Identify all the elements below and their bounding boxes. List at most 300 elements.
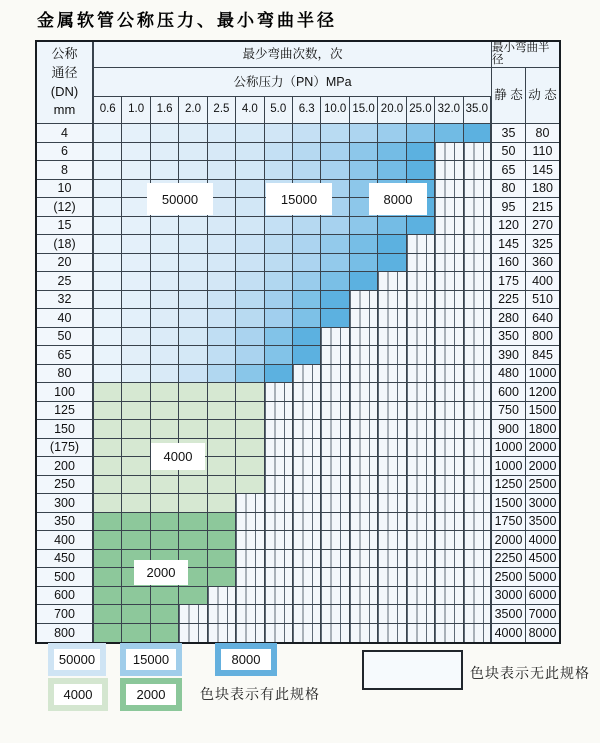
header-pressure-value: 1.0 xyxy=(122,97,150,124)
header-dn-line: 通径 xyxy=(51,64,78,80)
pressure-cell xyxy=(208,420,236,439)
dynamic-radius-value: 110 xyxy=(526,143,559,162)
legend-swatch-8000 xyxy=(215,643,277,676)
pressure-cell xyxy=(236,272,264,291)
pressure-cell xyxy=(265,161,293,180)
pressure-cell xyxy=(378,217,406,236)
pressure-cell xyxy=(464,124,492,143)
pressure-cell xyxy=(265,439,293,458)
row-dn-label: 25 xyxy=(37,272,94,291)
pressure-cell xyxy=(293,513,321,532)
pressure-cell xyxy=(293,309,321,328)
static-radius-value: 80 xyxy=(492,180,526,199)
pressure-cell xyxy=(350,550,378,569)
pressure-cell xyxy=(407,254,435,273)
pressure-cell xyxy=(208,550,236,569)
header-dn xyxy=(37,42,94,124)
pressure-cell xyxy=(179,291,207,310)
pressure-cell xyxy=(179,143,207,162)
pressure-cell xyxy=(236,513,264,532)
pressure-cell xyxy=(265,494,293,513)
pressure-cell xyxy=(293,161,321,180)
dynamic-radius-value: 400 xyxy=(526,272,559,291)
pressure-cell xyxy=(208,457,236,476)
static-radius-value: 175 xyxy=(492,272,526,291)
pressure-cell xyxy=(122,217,150,236)
pressure-cell xyxy=(94,402,122,421)
pressure-cell xyxy=(350,309,378,328)
pressure-cell xyxy=(265,254,293,273)
header-dn-line: 公称 xyxy=(51,45,78,61)
pressure-cell xyxy=(435,291,463,310)
pressure-cell xyxy=(265,476,293,495)
pressure-cell xyxy=(350,420,378,439)
pressure-cell xyxy=(407,476,435,495)
pressure-cell xyxy=(321,587,349,606)
pressure-cell xyxy=(407,143,435,162)
static-radius-value: 95 xyxy=(492,198,526,217)
dynamic-radius-value: 510 xyxy=(526,291,559,310)
pressure-cell xyxy=(208,568,236,587)
dynamic-radius-value: 845 xyxy=(526,346,559,365)
pressure-cell xyxy=(464,531,492,550)
pressure-cell xyxy=(151,624,179,643)
legend-swatch-15000 xyxy=(120,643,182,676)
legend-nospec-swatch xyxy=(362,650,463,690)
pressure-cell xyxy=(435,309,463,328)
header-bend-cycles: 最少弯曲次数，次 xyxy=(94,42,492,68)
pressure-cell xyxy=(378,439,406,458)
pressure-cell xyxy=(350,217,378,236)
pressure-cell xyxy=(265,328,293,347)
pressure-cell xyxy=(407,513,435,532)
pressure-cell xyxy=(293,254,321,273)
dynamic-radius-value: 6000 xyxy=(526,587,559,606)
pressure-cell xyxy=(265,217,293,236)
pressure-cell xyxy=(464,235,492,254)
pressure-cell xyxy=(293,531,321,550)
pressure-cell xyxy=(236,476,264,495)
pressure-cell xyxy=(464,624,492,643)
pressure-cell xyxy=(321,605,349,624)
legend-swatch-label: 50000 xyxy=(54,649,100,670)
pressure-cell xyxy=(464,550,492,569)
pressure-cell xyxy=(378,476,406,495)
legend-swatch-label: 8000 xyxy=(221,649,271,670)
pressure-cell xyxy=(464,439,492,458)
pressure-cell xyxy=(293,457,321,476)
pressure-cell xyxy=(94,587,122,606)
pressure-cell xyxy=(265,550,293,569)
pressure-cell xyxy=(122,587,150,606)
dynamic-radius-value: 1500 xyxy=(526,402,559,421)
pressure-cell xyxy=(179,235,207,254)
pressure-cell xyxy=(265,383,293,402)
pressure-cell xyxy=(378,254,406,273)
pressure-cell xyxy=(350,328,378,347)
pressure-cell xyxy=(179,254,207,273)
header-dn-line: (DN) xyxy=(50,83,79,99)
row-dn-label: 80 xyxy=(37,365,94,384)
pressure-cell xyxy=(208,346,236,365)
dynamic-radius-value: 800 xyxy=(526,328,559,347)
pressure-cell xyxy=(378,365,406,384)
pressure-cell xyxy=(407,383,435,402)
pressure-cell xyxy=(464,383,492,402)
pressure-cell xyxy=(179,476,207,495)
pressure-cell xyxy=(208,587,236,606)
legend-have-text: 色块表示有此规格 xyxy=(200,686,320,702)
static-radius-value: 280 xyxy=(492,309,526,328)
pressure-cell xyxy=(179,346,207,365)
pressure-cell xyxy=(435,624,463,643)
row-dn-label: 15 xyxy=(37,217,94,236)
dynamic-radius-value: 640 xyxy=(526,309,559,328)
pressure-cell xyxy=(464,476,492,495)
header-pressure-value: 2.0 xyxy=(179,97,207,124)
pressure-cell xyxy=(236,217,264,236)
row-dn-label: 150 xyxy=(37,420,94,439)
pressure-cell xyxy=(265,365,293,384)
pressure-cell xyxy=(407,124,435,143)
header-pressure-value: 15.0 xyxy=(350,97,378,124)
pressure-cell xyxy=(179,272,207,291)
pressure-cell xyxy=(378,513,406,532)
pressure-cell xyxy=(350,605,378,624)
pressure-cell xyxy=(378,568,406,587)
static-radius-value: 65 xyxy=(492,161,526,180)
static-radius-value: 3500 xyxy=(492,605,526,624)
pressure-cell xyxy=(293,587,321,606)
pressure-cell xyxy=(179,161,207,180)
static-radius-value: 1000 xyxy=(492,439,526,458)
header-pressure-value: 20.0 xyxy=(378,97,406,124)
pressure-cell xyxy=(350,254,378,273)
pressure-cell xyxy=(378,124,406,143)
pressure-cell xyxy=(236,624,264,643)
dynamic-radius-value: 8000 xyxy=(526,624,559,643)
pressure-cell xyxy=(236,568,264,587)
pressure-cell xyxy=(265,587,293,606)
row-dn-label: 6 xyxy=(37,143,94,162)
pressure-cell xyxy=(407,568,435,587)
dynamic-radius-value: 325 xyxy=(526,235,559,254)
pressure-cell xyxy=(321,291,349,310)
pressure-cell xyxy=(321,476,349,495)
pressure-cell xyxy=(435,476,463,495)
dynamic-radius-value: 2000 xyxy=(526,439,559,458)
pressure-cell xyxy=(464,568,492,587)
pressure-cell xyxy=(321,235,349,254)
static-radius-value: 600 xyxy=(492,383,526,402)
pressure-cell xyxy=(378,346,406,365)
pressure-cell xyxy=(407,272,435,291)
pressure-cell xyxy=(122,124,150,143)
cycles-label-2000: 2000 xyxy=(134,560,188,585)
pressure-cell xyxy=(122,457,150,476)
static-radius-value: 2000 xyxy=(492,531,526,550)
pressure-cell xyxy=(179,624,207,643)
cycles-label-15000: 15000 xyxy=(266,183,332,215)
pressure-cell xyxy=(321,161,349,180)
pressure-cell xyxy=(236,439,264,458)
pressure-cell xyxy=(208,309,236,328)
pressure-cell xyxy=(293,568,321,587)
pressure-cell xyxy=(208,272,236,291)
row-dn-label: (175) xyxy=(37,439,94,458)
pressure-cell xyxy=(265,309,293,328)
cycles-label-50000: 50000 xyxy=(147,183,213,215)
pressure-cell xyxy=(350,457,378,476)
pressure-cell xyxy=(122,439,150,458)
pressure-cell xyxy=(179,124,207,143)
pressure-cell xyxy=(179,587,207,606)
header-pressure-value: 6.3 xyxy=(293,97,321,124)
pressure-cell xyxy=(321,346,349,365)
pressure-cell xyxy=(435,457,463,476)
row-dn-label: 4 xyxy=(37,124,94,143)
dynamic-radius-value: 215 xyxy=(526,198,559,217)
pressure-bend-table xyxy=(35,40,561,644)
pressure-cell xyxy=(151,605,179,624)
pressure-cell xyxy=(151,254,179,273)
pressure-cell xyxy=(179,531,207,550)
pressure-cell xyxy=(321,402,349,421)
pressure-cell xyxy=(265,568,293,587)
pressure-cell xyxy=(236,365,264,384)
pressure-cell xyxy=(236,198,264,217)
pressure-cell xyxy=(435,531,463,550)
static-radius-value: 160 xyxy=(492,254,526,273)
pressure-cell xyxy=(407,346,435,365)
pressure-cell xyxy=(435,124,463,143)
pressure-cell xyxy=(350,587,378,606)
pressure-cell xyxy=(236,161,264,180)
pressure-cell xyxy=(435,513,463,532)
pressure-cell xyxy=(378,328,406,347)
pressure-cell xyxy=(208,531,236,550)
pressure-cell xyxy=(293,365,321,384)
pressure-cell xyxy=(265,291,293,310)
pressure-cell xyxy=(208,476,236,495)
pressure-cell xyxy=(321,254,349,273)
pressure-cell xyxy=(378,291,406,310)
pressure-cell xyxy=(236,180,264,199)
pressure-cell xyxy=(321,457,349,476)
pressure-cell xyxy=(293,217,321,236)
static-radius-value: 4000 xyxy=(492,624,526,643)
pressure-cell xyxy=(122,383,150,402)
dynamic-radius-value: 1200 xyxy=(526,383,559,402)
pressure-cell xyxy=(94,309,122,328)
pressure-cell xyxy=(350,365,378,384)
pressure-cell xyxy=(179,494,207,513)
pressure-cell xyxy=(122,254,150,273)
pressure-cell xyxy=(122,513,150,532)
pressure-cell xyxy=(378,494,406,513)
pressure-cell xyxy=(122,309,150,328)
static-radius-value: 35 xyxy=(492,124,526,143)
pressure-cell xyxy=(321,420,349,439)
pressure-cell xyxy=(293,235,321,254)
pressure-cell xyxy=(407,420,435,439)
pressure-cell xyxy=(236,328,264,347)
pressure-cell xyxy=(407,624,435,643)
pressure-cell xyxy=(435,161,463,180)
pressure-cell xyxy=(208,124,236,143)
dynamic-radius-value: 360 xyxy=(526,254,559,273)
row-dn-label: 125 xyxy=(37,402,94,421)
pressure-cell xyxy=(179,513,207,532)
pressure-cell xyxy=(265,124,293,143)
pressure-cell xyxy=(350,568,378,587)
pressure-cell xyxy=(293,476,321,495)
pressure-cell xyxy=(464,494,492,513)
pressure-cell xyxy=(208,291,236,310)
pressure-cell xyxy=(350,476,378,495)
row-dn-label: 32 xyxy=(37,291,94,310)
pressure-cell xyxy=(151,143,179,162)
pressure-cell xyxy=(293,624,321,643)
pressure-cell xyxy=(236,550,264,569)
header-pressure-value: 2.5 xyxy=(208,97,236,124)
pressure-cell xyxy=(265,624,293,643)
pressure-cell xyxy=(122,143,150,162)
pressure-cell xyxy=(151,309,179,328)
pressure-cell xyxy=(378,383,406,402)
pressure-cell xyxy=(435,383,463,402)
pressure-cell xyxy=(464,143,492,162)
pressure-cell xyxy=(464,402,492,421)
pressure-cell xyxy=(350,383,378,402)
pressure-cell xyxy=(236,235,264,254)
pressure-cell xyxy=(265,402,293,421)
pressure-cell xyxy=(321,550,349,569)
pressure-cell xyxy=(407,550,435,569)
pressure-cell xyxy=(94,383,122,402)
pressure-cell xyxy=(464,217,492,236)
dynamic-radius-value: 270 xyxy=(526,217,559,236)
pressure-cell xyxy=(236,494,264,513)
pressure-cell xyxy=(407,587,435,606)
pressure-cell xyxy=(378,457,406,476)
pressure-cell xyxy=(464,328,492,347)
pressure-cell xyxy=(265,513,293,532)
pressure-cell xyxy=(208,494,236,513)
pressure-cell xyxy=(321,624,349,643)
pressure-cell xyxy=(321,494,349,513)
pressure-cell xyxy=(236,309,264,328)
legend-swatch-50000 xyxy=(48,643,106,676)
pressure-cell xyxy=(94,235,122,254)
static-radius-value: 1500 xyxy=(492,494,526,513)
row-dn-label: 50 xyxy=(37,328,94,347)
pressure-cell xyxy=(94,198,122,217)
pressure-cell xyxy=(350,235,378,254)
static-radius-value: 225 xyxy=(492,291,526,310)
dynamic-radius-value: 2500 xyxy=(526,476,559,495)
header-pressure-value: 25.0 xyxy=(407,97,435,124)
pressure-cell xyxy=(179,402,207,421)
static-radius-value: 2250 xyxy=(492,550,526,569)
row-dn-label: 700 xyxy=(37,605,94,624)
pressure-cell xyxy=(208,161,236,180)
pressure-cell xyxy=(407,365,435,384)
pressure-cell xyxy=(151,402,179,421)
pressure-cell xyxy=(464,291,492,310)
pressure-cell xyxy=(407,235,435,254)
pressure-cell xyxy=(94,161,122,180)
static-radius-value: 2500 xyxy=(492,568,526,587)
pressure-cell xyxy=(94,457,122,476)
pressure-cell xyxy=(435,550,463,569)
pressure-cell xyxy=(293,402,321,421)
header-dn-line: mm xyxy=(53,102,76,118)
pressure-cell xyxy=(236,420,264,439)
pressure-cell xyxy=(236,531,264,550)
pressure-cell xyxy=(464,161,492,180)
pressure-cell xyxy=(350,624,378,643)
pressure-cell xyxy=(435,217,463,236)
pressure-cell xyxy=(208,402,236,421)
dynamic-radius-value: 180 xyxy=(526,180,559,199)
legend-swatch-label: 4000 xyxy=(54,684,102,705)
dynamic-radius-value: 145 xyxy=(526,161,559,180)
pressure-cell xyxy=(94,124,122,143)
pressure-cell xyxy=(122,624,150,643)
header-min-radius: 最小弯曲半径 xyxy=(492,42,559,68)
pressure-cell xyxy=(236,254,264,273)
pressure-cell xyxy=(94,346,122,365)
pressure-cell xyxy=(151,272,179,291)
pressure-cell xyxy=(407,494,435,513)
pressure-cell xyxy=(94,476,122,495)
pressure-cell xyxy=(151,124,179,143)
pressure-cell xyxy=(94,217,122,236)
pressure-cell xyxy=(464,198,492,217)
static-radius-value: 900 xyxy=(492,420,526,439)
pressure-cell xyxy=(151,513,179,532)
row-dn-label: 450 xyxy=(37,550,94,569)
row-dn-label: 40 xyxy=(37,309,94,328)
pressure-cell xyxy=(407,217,435,236)
pressure-cell xyxy=(407,531,435,550)
pressure-cell xyxy=(94,180,122,199)
pressure-cell xyxy=(122,365,150,384)
pressure-cell xyxy=(94,365,122,384)
pressure-cell xyxy=(94,513,122,532)
static-radius-value: 1000 xyxy=(492,457,526,476)
pressure-cell xyxy=(94,494,122,513)
pressure-cell xyxy=(350,124,378,143)
row-dn-label: 8 xyxy=(37,161,94,180)
pressure-cell xyxy=(122,272,150,291)
row-dn-label: 800 xyxy=(37,624,94,643)
row-dn-label: 65 xyxy=(37,346,94,365)
dynamic-radius-value: 1000 xyxy=(526,365,559,384)
pressure-cell xyxy=(293,439,321,458)
header-pressure-value: 10.0 xyxy=(321,97,349,124)
pressure-cell xyxy=(179,365,207,384)
header-dynamic: 动 态 xyxy=(526,68,559,124)
pressure-cell xyxy=(208,513,236,532)
row-dn-label: 10 xyxy=(37,180,94,199)
static-radius-value: 1250 xyxy=(492,476,526,495)
pressure-cell xyxy=(435,365,463,384)
pressure-cell xyxy=(435,494,463,513)
header-pressure: 公称压力（PN）MPa xyxy=(94,68,492,97)
pressure-cell xyxy=(122,605,150,624)
